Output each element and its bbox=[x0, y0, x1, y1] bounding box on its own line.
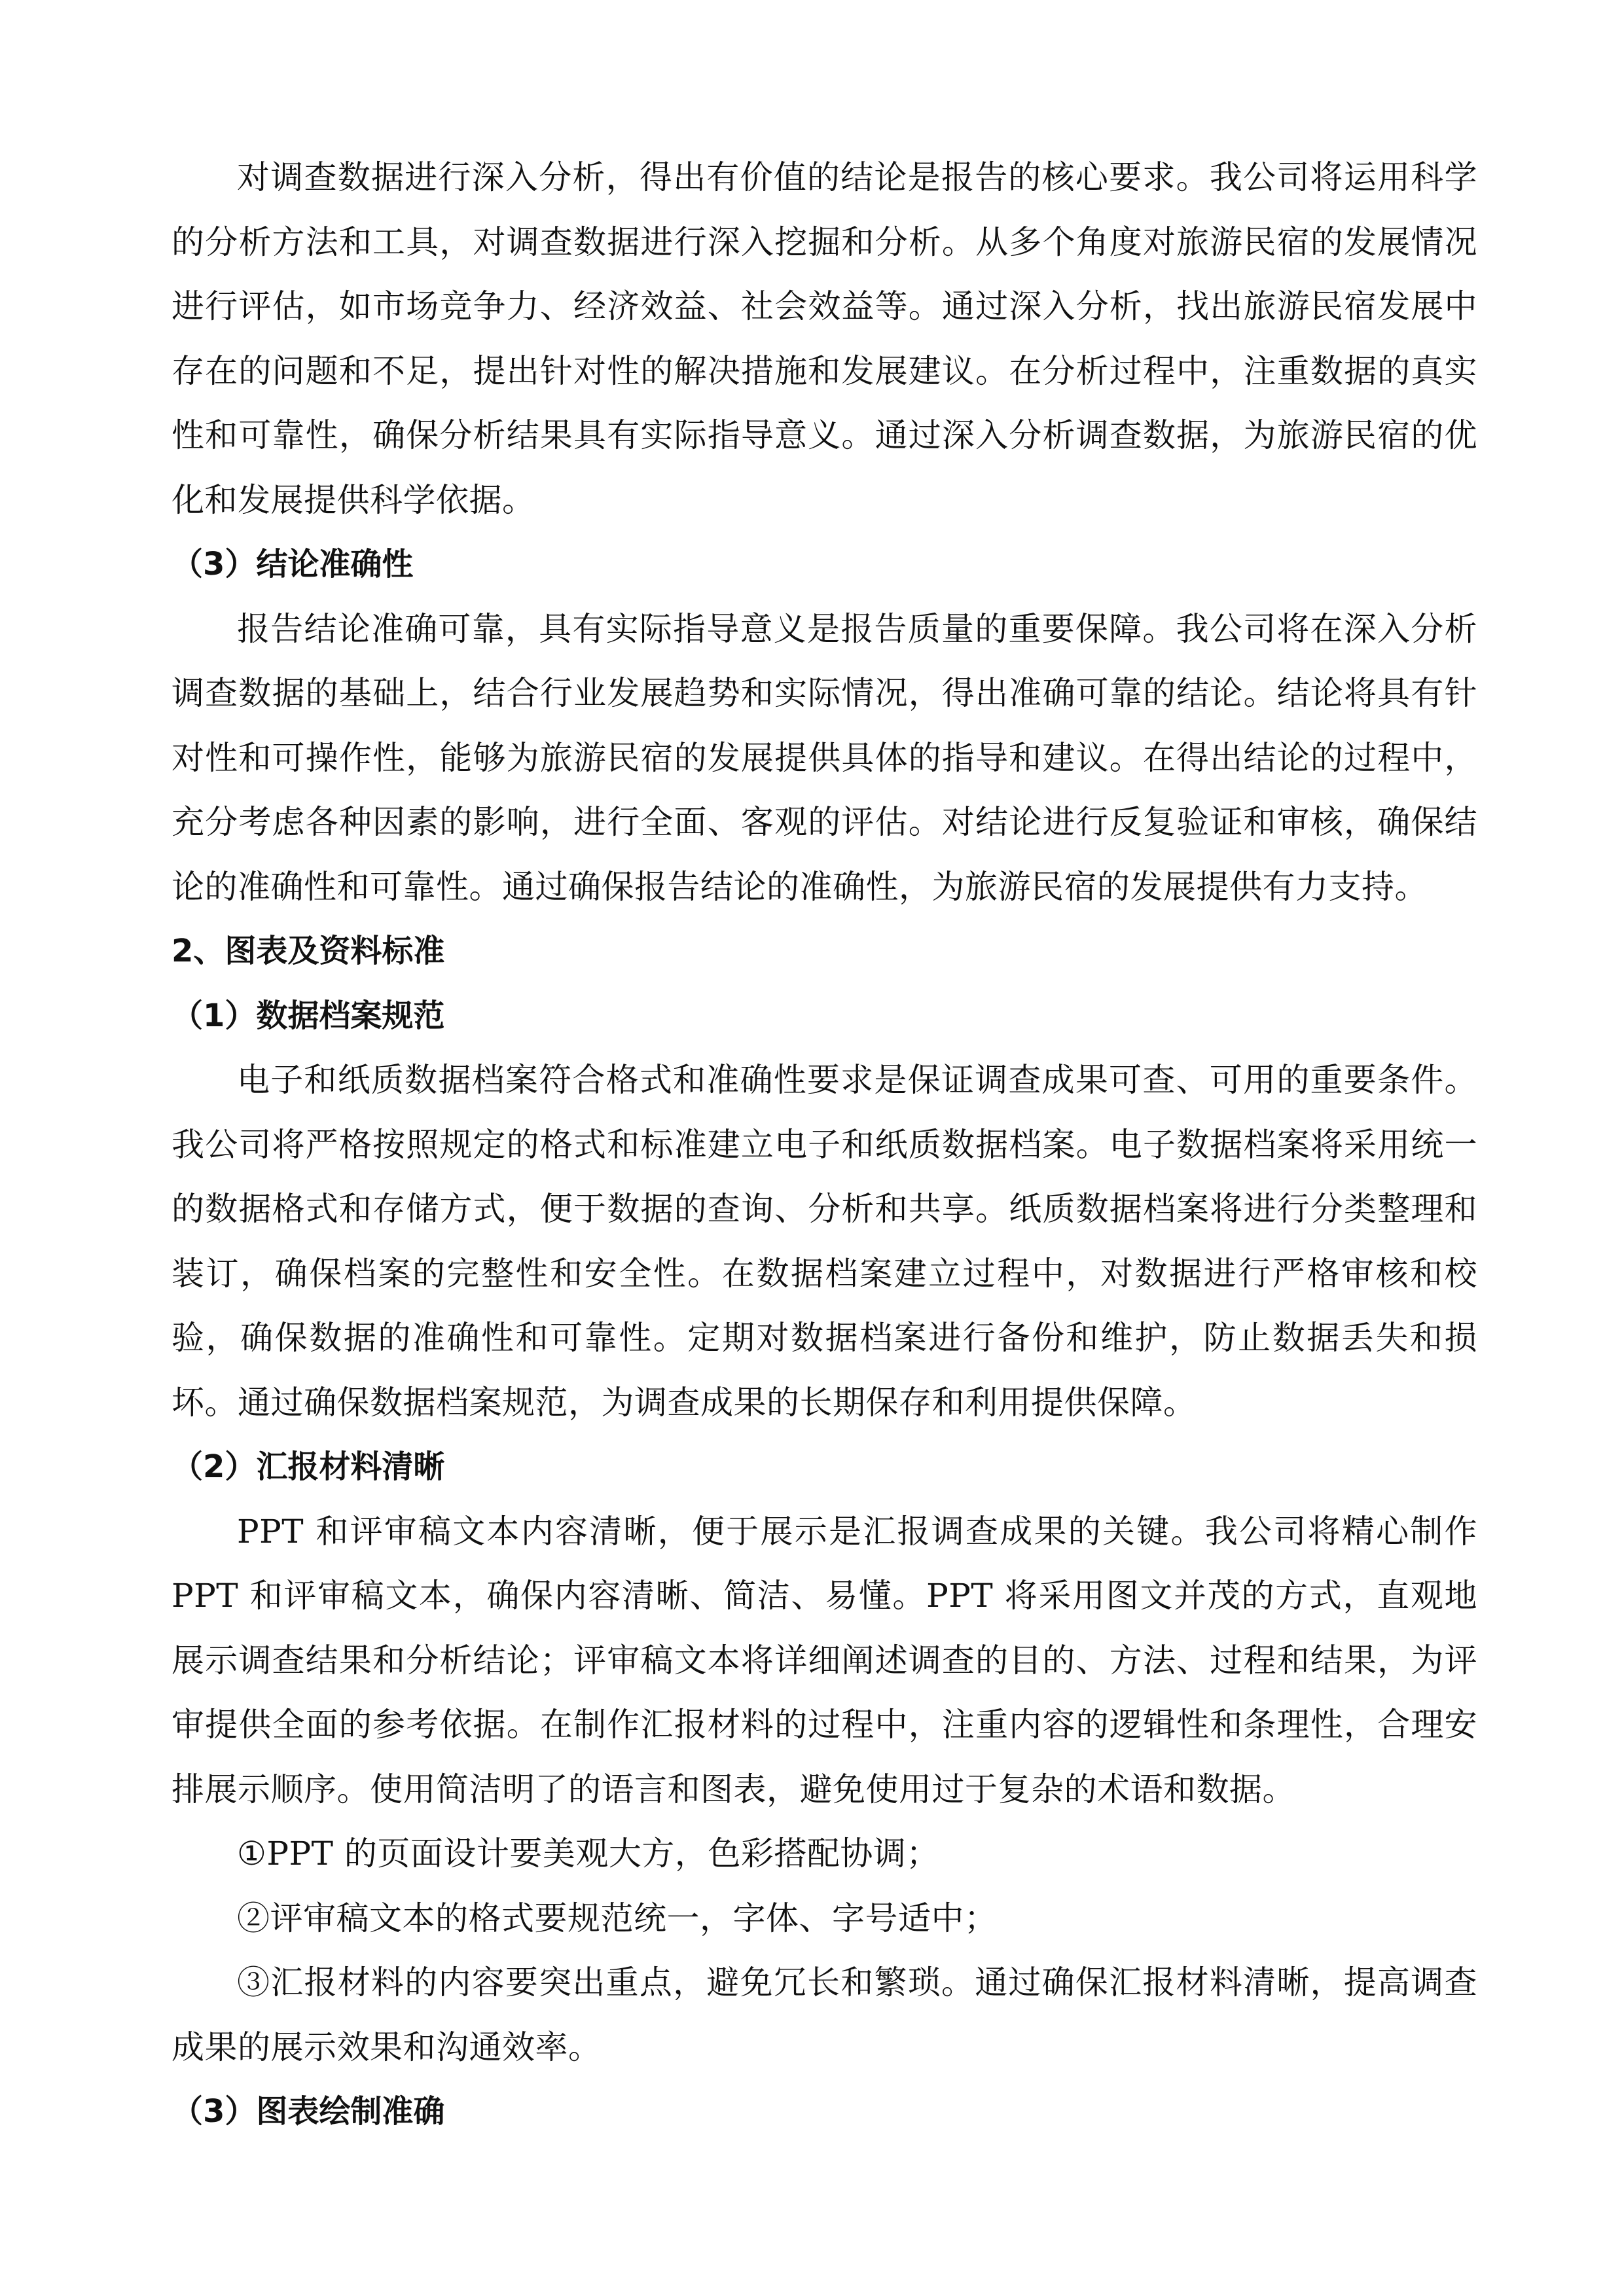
list-item-ppt-design: ①PPT 的页面设计要美观大方，色彩搭配协调； bbox=[237, 1835, 939, 1873]
heading-report-materials: （2）汇报材料清晰 bbox=[171, 1448, 445, 1485]
heading-data-archive: （1）数据档案规范 bbox=[171, 997, 445, 1034]
list-item-review-format: ②评审稿文本的格式要规范统一，字体、字号适中； bbox=[237, 1899, 998, 1937]
paragraph-report-materials: PPT 和评审稿文本内容清晰，便于展示是汇报调查成果的关键。我公司将精心制作 PPT 和评审稿文本，确保内容清晰、简洁、易懂。PPT 将采用图文并茂的方式，直观地展示调查结果和分析结论；评审稿文本将详细阐述调查的目的、方法、过程和结果，为评审提供全面的参考依据。在制作汇报材料的过程中，注重内容的逻辑性和条理性，合理安排展示顺序。使用简洁明了的语言和图表，避免使用过于复杂的术语和数据。 bbox=[171, 1512, 1489, 1808]
paragraph-conclusion: 报告结论准确可靠，具有实际指导意义是报告质量的重要保障。我公司将在深入分析调查数据的基础上，结合行业发展趋势和实际情况，得出准确可靠的结论。结论将具有针对性和可操作性，能够为旅游民宿的发展提供具体的指导和建议。在得出结论的过程中，充分考虑各种因素的影响，进行全面、客观的评估。对结论进行反复验证和审核，确保结论的准确性和可靠性。通过确保报告结论的准确性，为旅游民宿的发展提供有力支持。 bbox=[171, 609, 1477, 906]
heading-chart-accuracy: （3）图表绘制准确 bbox=[171, 2093, 445, 2130]
document-body bbox=[171, 145, 1489, 2144]
paragraph-analysis: 对调查数据进行深入分析，得出有价值的结论是报告的核心要求。我公司将运用科学的分析方法和工具，对调查数据进行深入挖掘和分析。从多个角度对旅游民宿的发展情况进行评估，如市场竞争力、经济效益、社会效益等。通过深入分析，找出旅游民宿发展中存在的问题和不足，提出针对性的解决措施和发展建议。在分析过程中，注重数据的真实性和可靠性，确保分析结果具有实际指导意义。通过深入分析调查数据，为旅游民宿的优化和发展提供科学依据。 bbox=[171, 158, 1477, 519]
heading-conclusion-accuracy: （3）结论准确性 bbox=[171, 546, 414, 583]
list-item-highlight-key-points: ③汇报材料的内容要突出重点，避免冗长和繁琐。通过确保汇报材料清晰，提高调查成果的展示效果和沟通效率。 bbox=[171, 1964, 1477, 2066]
paragraph-data-archive: 电子和纸质数据档案符合格式和准确性要求是保证调查成果可查、可用的重要条件。我公司将严格按照规定的格式和标准建立电子和纸质数据档案。电子数据档案将采用统一的数据格式和存储方式，便于数据的查询、分析和共享。纸质数据档案将进行分类整理和装订，确保档案的完整性和安全性。在数据档案建立过程中，对数据进行严格审核和校验，确保数据的准确性和可靠性。定期对数据档案进行备份和维护，防止数据丢失和损坏。通过确保数据档案规范，为调查成果的长期保存和利用提供保障。 bbox=[171, 1061, 1477, 1422]
heading-charts-standards: 2、图表及资料标准 bbox=[171, 933, 445, 969]
